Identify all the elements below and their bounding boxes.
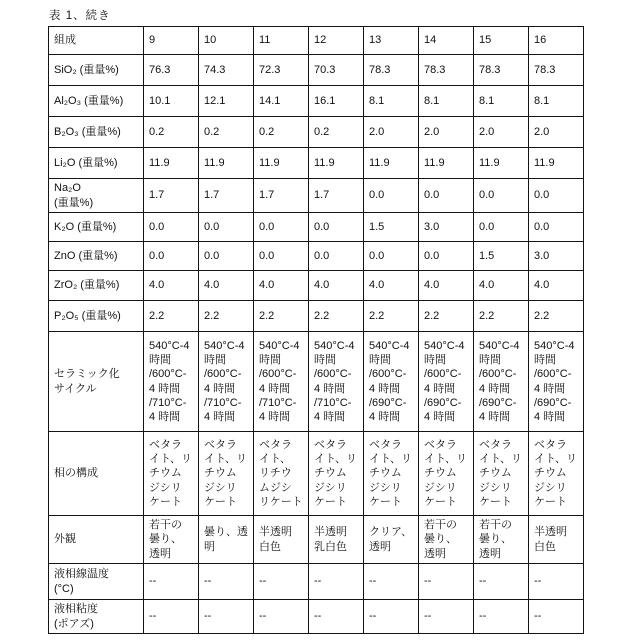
table-cell: 半透明 白色 bbox=[254, 516, 309, 564]
table-cell: 2.2 bbox=[474, 301, 529, 332]
table-cell: 11.9 bbox=[419, 148, 474, 179]
row-label: ZnO (重量%) bbox=[49, 242, 144, 271]
table-cell: 8.1 bbox=[529, 86, 584, 117]
header-row bbox=[49, 27, 584, 55]
table-cell: 2.0 bbox=[419, 117, 474, 148]
header-col-10: 10 bbox=[199, 27, 254, 55]
table-cell: -- bbox=[144, 564, 199, 600]
table-cell: 2.0 bbox=[364, 117, 419, 148]
table-cell: 2.2 bbox=[254, 301, 309, 332]
table-cell: 0.2 bbox=[144, 117, 199, 148]
table-cell: 4.0 bbox=[309, 271, 364, 301]
table-cell: 0.0 bbox=[529, 213, 584, 242]
header-col-9: 9 bbox=[144, 27, 199, 55]
table-cell: -- bbox=[474, 600, 529, 634]
row-label: SiO₂ (重量%) bbox=[49, 55, 144, 86]
table-caption: 表 1、続き bbox=[49, 10, 111, 22]
table-row bbox=[49, 301, 584, 332]
table-cell: 2.2 bbox=[144, 301, 199, 332]
row-label: 液相線温度 (°C) bbox=[49, 564, 144, 600]
table-cell: 11.9 bbox=[254, 148, 309, 179]
row-label: Al₂O₃ (重量%) bbox=[49, 86, 144, 117]
table-cell: 8.1 bbox=[419, 86, 474, 117]
table-cell: 78.3 bbox=[419, 55, 474, 86]
table-cell: -- bbox=[529, 564, 584, 600]
table-cell: 半透明 白色 bbox=[529, 516, 584, 564]
table-cell: -- bbox=[419, 564, 474, 600]
header-col-15: 15 bbox=[474, 27, 529, 55]
table-cell: 2.2 bbox=[419, 301, 474, 332]
header-col-13: 13 bbox=[364, 27, 419, 55]
table-cell: -- bbox=[419, 600, 474, 634]
table-cell: -- bbox=[364, 564, 419, 600]
table-cell: 若干の 曇り、 透明 bbox=[144, 516, 199, 564]
table-cell: 4.0 bbox=[419, 271, 474, 301]
header-col-11: 11 bbox=[254, 27, 309, 55]
row-label: B₂O₃ (重量%) bbox=[49, 117, 144, 148]
table-row bbox=[49, 271, 584, 301]
table-cell: 4.0 bbox=[199, 271, 254, 301]
table-cell: -- bbox=[309, 564, 364, 600]
table-cell: -- bbox=[309, 600, 364, 634]
table-cell: 1.7 bbox=[144, 179, 199, 213]
table-cell: -- bbox=[364, 600, 419, 634]
table-cell: 16.1 bbox=[309, 86, 364, 117]
table-cell: 0.0 bbox=[199, 213, 254, 242]
table-cell: 8.1 bbox=[364, 86, 419, 117]
table-cell: -- bbox=[254, 564, 309, 600]
table-cell: 若干の 曇り、 透明 bbox=[474, 516, 529, 564]
row-label: 相の構成 bbox=[49, 432, 144, 516]
table-cell: 72.3 bbox=[254, 55, 309, 86]
table-cell: 0.0 bbox=[474, 179, 529, 213]
table-cell: 540°C-4 時間 /600°C- 4 時間 /710°C- 4 時間 bbox=[144, 332, 199, 432]
table-cell: 0.0 bbox=[254, 242, 309, 271]
table-cell: ベタラ イト、リ チウム ジシリ ケート bbox=[144, 432, 199, 516]
table-row bbox=[49, 213, 584, 242]
table-cell: 曇り、透 明 bbox=[199, 516, 254, 564]
table-cell: 76.3 bbox=[144, 55, 199, 86]
table-cell: 1.5 bbox=[474, 242, 529, 271]
table-cell: 4.0 bbox=[474, 271, 529, 301]
table-row bbox=[49, 179, 584, 213]
table-row bbox=[49, 86, 584, 117]
table-row bbox=[49, 55, 584, 86]
header-col-14: 14 bbox=[419, 27, 474, 55]
table-cell: 1.5 bbox=[364, 213, 419, 242]
table-cell: 0.0 bbox=[364, 179, 419, 213]
header-composition: 組成 bbox=[49, 27, 144, 55]
table-cell: 2.2 bbox=[199, 301, 254, 332]
table-cell: 2.2 bbox=[364, 301, 419, 332]
table-cell: 2.0 bbox=[474, 117, 529, 148]
table-cell: 4.0 bbox=[529, 271, 584, 301]
table-cell: 4.0 bbox=[364, 271, 419, 301]
table-cell: ベタラ イト、リ チウム ジシリ ケート bbox=[364, 432, 419, 516]
table-cell: 4.0 bbox=[254, 271, 309, 301]
table-cell: ベタラ イト、リ チウム ジシリ ケート bbox=[419, 432, 474, 516]
row-label: Li₂O (重量%) bbox=[49, 148, 144, 179]
table-cell: -- bbox=[199, 600, 254, 634]
table-cell: 0.0 bbox=[474, 213, 529, 242]
table-cell: ベタラ イト、 リチウ ムジシ リケート bbox=[254, 432, 309, 516]
row-label: K₂O (重量%) bbox=[49, 213, 144, 242]
table-cell: ベタラ イト、リ チウム ジシリ ケート bbox=[199, 432, 254, 516]
table-cell: 11.9 bbox=[144, 148, 199, 179]
table-cell: 0.0 bbox=[419, 242, 474, 271]
table-cell: 540°C-4 時間 /600°C- 4 時間 /690°C- 4 時間 bbox=[474, 332, 529, 432]
table-row bbox=[49, 516, 584, 564]
table-cell: 3.0 bbox=[529, 242, 584, 271]
table-cell: クリア、 透明 bbox=[364, 516, 419, 564]
table-cell: 4.0 bbox=[144, 271, 199, 301]
table-cell: 540°C-4 時間 /600°C- 4 時間 /690°C- 4 時間 bbox=[419, 332, 474, 432]
table-cell: 0.2 bbox=[199, 117, 254, 148]
table-cell: 11.9 bbox=[474, 148, 529, 179]
table-cell: 0.0 bbox=[364, 242, 419, 271]
table-cell: ベタラ イト、リ チウム ジシリ ケート bbox=[529, 432, 584, 516]
table-row bbox=[49, 332, 584, 432]
row-label: ZrO₂ (重量%) bbox=[49, 271, 144, 301]
table-cell: 11.9 bbox=[199, 148, 254, 179]
table-cell: 0.0 bbox=[144, 213, 199, 242]
row-label: Na₂O (重量%) bbox=[49, 179, 144, 213]
table-cell: 78.3 bbox=[529, 55, 584, 86]
table-cell: -- bbox=[529, 600, 584, 634]
row-label: P₂O₅ (重量%) bbox=[49, 301, 144, 332]
table-cell: 0.0 bbox=[529, 179, 584, 213]
table-cell: -- bbox=[474, 564, 529, 600]
table-cell: 半透明 乳白色 bbox=[309, 516, 364, 564]
table-cell: 10.1 bbox=[144, 86, 199, 117]
header-col-12: 12 bbox=[309, 27, 364, 55]
table-cell: 0.0 bbox=[254, 213, 309, 242]
table-row bbox=[49, 242, 584, 271]
table-cell: 78.3 bbox=[364, 55, 419, 86]
table-cell: 540°C-4 時間 /600°C- 4 時間 /710°C- 4 時間 bbox=[254, 332, 309, 432]
table-cell: 11.9 bbox=[364, 148, 419, 179]
table-cell: 2.0 bbox=[529, 117, 584, 148]
table-cell: -- bbox=[199, 564, 254, 600]
table-cell: 1.7 bbox=[199, 179, 254, 213]
row-label: セラミック化 サイクル bbox=[49, 332, 144, 432]
table-cell: 540°C-4 時間 /600°C- 4 時間 /690°C- 4 時間 bbox=[364, 332, 419, 432]
table-cell: 2.2 bbox=[529, 301, 584, 332]
table-row bbox=[49, 117, 584, 148]
table-cell: 0.2 bbox=[254, 117, 309, 148]
table-cell: 11.9 bbox=[309, 148, 364, 179]
table-cell: 540°C-4 時間 /600°C- 4 時間 /710°C- 4 時間 bbox=[199, 332, 254, 432]
table-cell: 540°C-4 時間 /600°C- 4 時間 /690°C- 4 時間 bbox=[529, 332, 584, 432]
table-cell: 74.3 bbox=[199, 55, 254, 86]
table-cell: 3.0 bbox=[419, 213, 474, 242]
table-cell: ベタラ イト、リ チウム ジシリ ケート bbox=[474, 432, 529, 516]
table-cell: 若干の 曇り、 透明 bbox=[419, 516, 474, 564]
composition-table bbox=[48, 26, 584, 634]
table-cell: 0.0 bbox=[199, 242, 254, 271]
header-col-16: 16 bbox=[529, 27, 584, 55]
table-cell: 540°C-4 時間 /600°C- 4 時間 /710°C- 4 時間 bbox=[309, 332, 364, 432]
table-cell: 0.0 bbox=[144, 242, 199, 271]
table-row bbox=[49, 564, 584, 600]
table-cell: 11.9 bbox=[529, 148, 584, 179]
table-cell: 0.0 bbox=[419, 179, 474, 213]
table-cell: 1.7 bbox=[309, 179, 364, 213]
table-cell: 12.1 bbox=[199, 86, 254, 117]
table-cell: 14.1 bbox=[254, 86, 309, 117]
table-row bbox=[49, 432, 584, 516]
table-cell: 0.0 bbox=[309, 213, 364, 242]
table-cell: -- bbox=[144, 600, 199, 634]
table-cell: 70.3 bbox=[309, 55, 364, 86]
table-row bbox=[49, 600, 584, 634]
row-label: 外観 bbox=[49, 516, 144, 564]
table-cell: 0.0 bbox=[309, 242, 364, 271]
table-row bbox=[49, 148, 584, 179]
table-cell: 0.2 bbox=[309, 117, 364, 148]
table-cell: 2.2 bbox=[309, 301, 364, 332]
table-cell: 8.1 bbox=[474, 86, 529, 117]
table-cell: -- bbox=[254, 600, 309, 634]
table-cell: ベタラ イト、リ チウム ジシリ ケート bbox=[309, 432, 364, 516]
table-cell: 78.3 bbox=[474, 55, 529, 86]
table-cell: 1.7 bbox=[254, 179, 309, 213]
row-label: 液相粘度 (ポアズ) bbox=[49, 600, 144, 634]
